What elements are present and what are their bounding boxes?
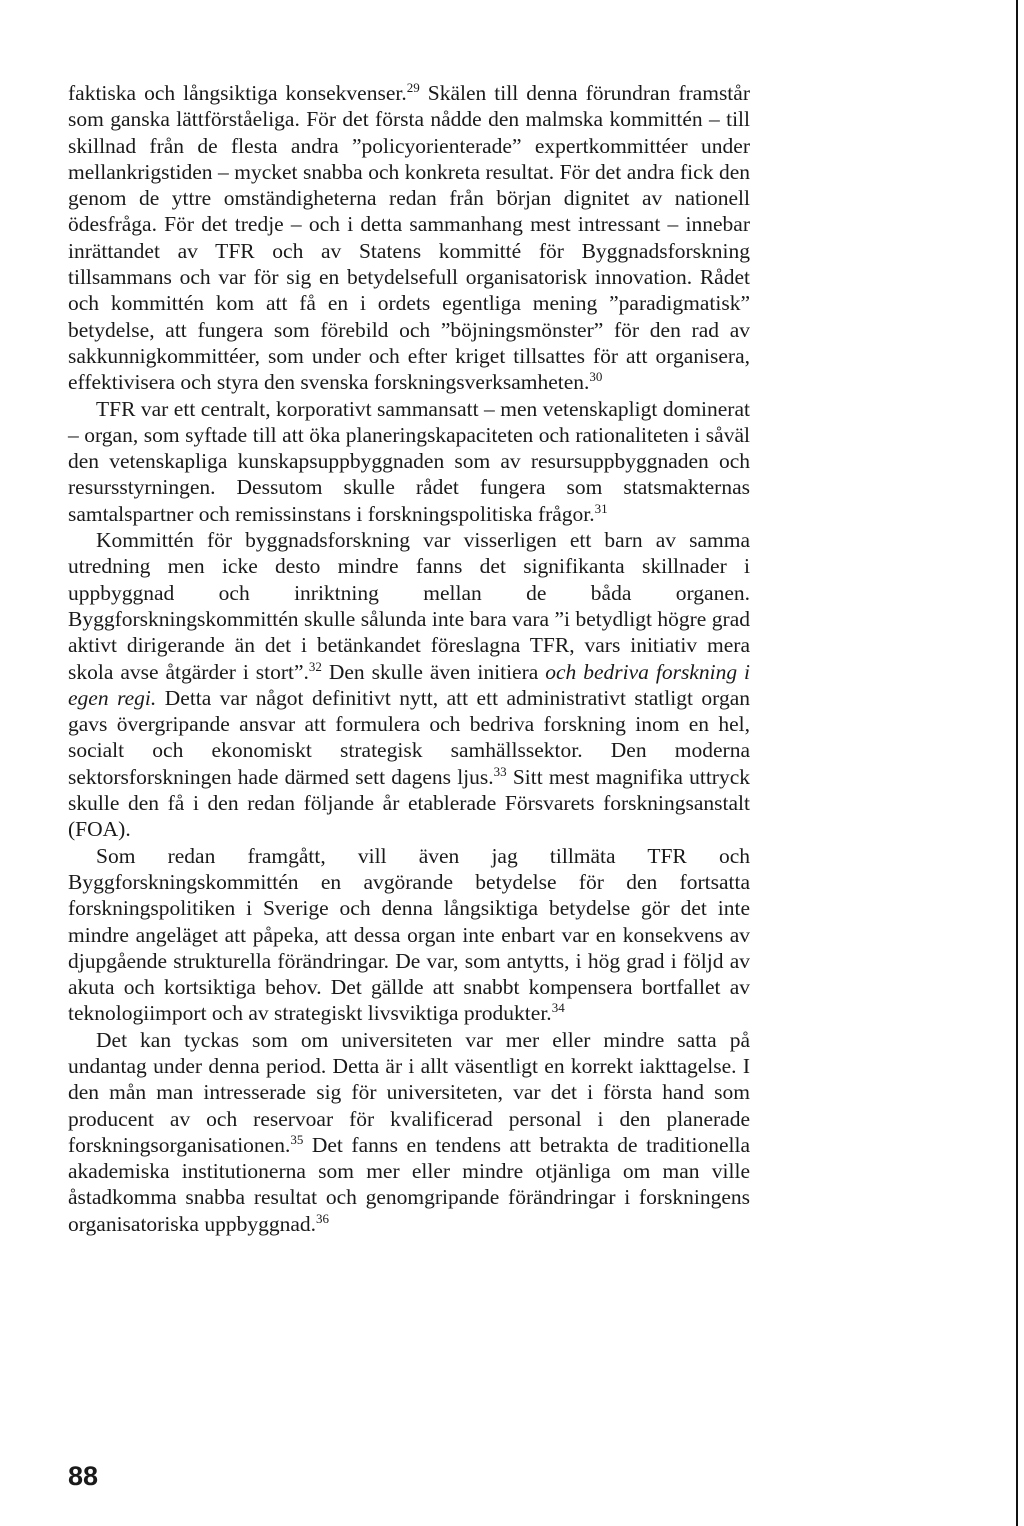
paragraph	[68, 396, 750, 527]
footnote-ref: 32	[308, 658, 322, 674]
page-number: 88	[68, 1461, 99, 1491]
paragraph	[68, 527, 750, 843]
footnote-ref: 33	[493, 763, 507, 779]
paragraph-text: Den skulle även initiera	[321, 659, 546, 684]
paragraph-text: faktiska och långsiktiga konsekvenser.	[68, 81, 407, 105]
paragraph-text: Det fanns en tendens att betrakta de traditionella akademiska institutionerna som mer eller mindre otjänliga om man ville åstadkomma snabba resultat och genomgripande förändringar i forskningens organisatoriska uppbyggnad.	[68, 1132, 750, 1236]
paragraph-text: Detta var något definitivt nytt, att ett administrativt statligt organ gavs övergripande ansvar att formulera och bedriva forskning inom en hel, socialt och ekonomiskt strategisk samhällssektor. Den moderna sektorsforskningen hade därmed sett dagens ljus.	[68, 685, 750, 789]
footnote-ref: 31	[594, 500, 608, 516]
paragraph	[68, 80, 750, 396]
footnote-ref: 29	[406, 80, 420, 95]
paragraph-text: Skälen till denna förundran framstår som ganska lättförståeliga. För det första nådde den malmska kommittén – till skillnad från de flesta andra ”policyorienterade” expertkommittéer under mellankrigstiden – mycket snabba och konkreta resultat. För det andra fick den genom de yttre omständigheterna redan från början dignitet av nationell ödesfråga. För det tredje – och i detta sammanhang mest intressant – innebar inrättandet av TFR och av Statens kommitté för Byggnadsforskning tillsammans och var för sig en betydelsefull organisatorisk innovation. Rådet och kommittén kom att få en i ordets egentliga mening ”paradigmatisk” betydelse, att fungera som förebild och ”böjningsmönster” för den rad av sakkunnigkommittéer, som under och efter kriget tillsattes för att organisera, effektivisera och styra den svenska forskningsverksamheten.	[68, 81, 750, 395]
paragraph-text: Som redan framgått, vill även jag tillmäta TFR och Byggforskningskommittén en avgörande betydelse för den fortsatta forskningspolitiken i Sverige och denna långsiktiga betydelse gör det inte mindre angeläget att påpeka, att dessa organ inte enbart var en konsekvens av djupgående strukturella förändringar. De var, som antytts, i hög grad i följd av akuta och kortsiktiga behov. Det gällde att snabbt kompensera bortfallet av teknologiimport och av strategiskt livsviktiga produkter.	[68, 843, 750, 1026]
paragraph	[68, 843, 750, 1027]
footnote-ref: 35	[290, 1131, 304, 1147]
page-edge-line	[1016, 0, 1018, 1526]
paragraph	[68, 1027, 750, 1237]
paragraph-text: TFR var ett centralt, korporativt sammansatt – men vetenskapligt dominerat – organ, som syftade till att öka planeringskapaciteten och rationaliteten i såväl den vetenskapliga kunskapsuppbyggnaden som av resursuppbyggnaden och resursstyrningen. Dessutom skulle rådet fungera som statsmakternas samtalspartner och remissinstans i forskningspolitiska frågor.	[68, 396, 750, 526]
paragraph-text: Kommittén för byggnadsforskning var visserligen ett barn av samma utredning men icke desto mindre fanns det signifikanta skillnader i uppbyggnad och inriktning mellan de båda organen. Byggforskningskommittén skulle sålunda inte bara vara ”i betydligt högre grad aktivt dirigerande än det i betänkandet föreslagna TFR, vars initiativ mera skola avse åtgärder i stort”.	[68, 528, 750, 684]
footnote-ref: 30	[589, 369, 603, 385]
footnote-ref: 34	[551, 1000, 565, 1016]
paragraph-text: Det kan tyckas som om universiteten var mer eller mindre satta på undantag under denna period. Detta är i allt väsentligt en korrekt iakttagelse. I den mån man intresserade sig för universiteten, var det i första hand som producent av och reservoar för kvalificerad personal i den planerade forskningsorganisationen.	[68, 1027, 750, 1157]
footnote-ref: 36	[316, 1210, 330, 1226]
body-text	[68, 80, 750, 1237]
emphasis-text: och bedriva forskning i egen regi.	[68, 659, 750, 710]
paragraph-text: Sitt mest magnifika uttryck skulle den få i den redan följande år etablerade Försvarets forskningsanstalt (FOA).	[68, 764, 750, 842]
